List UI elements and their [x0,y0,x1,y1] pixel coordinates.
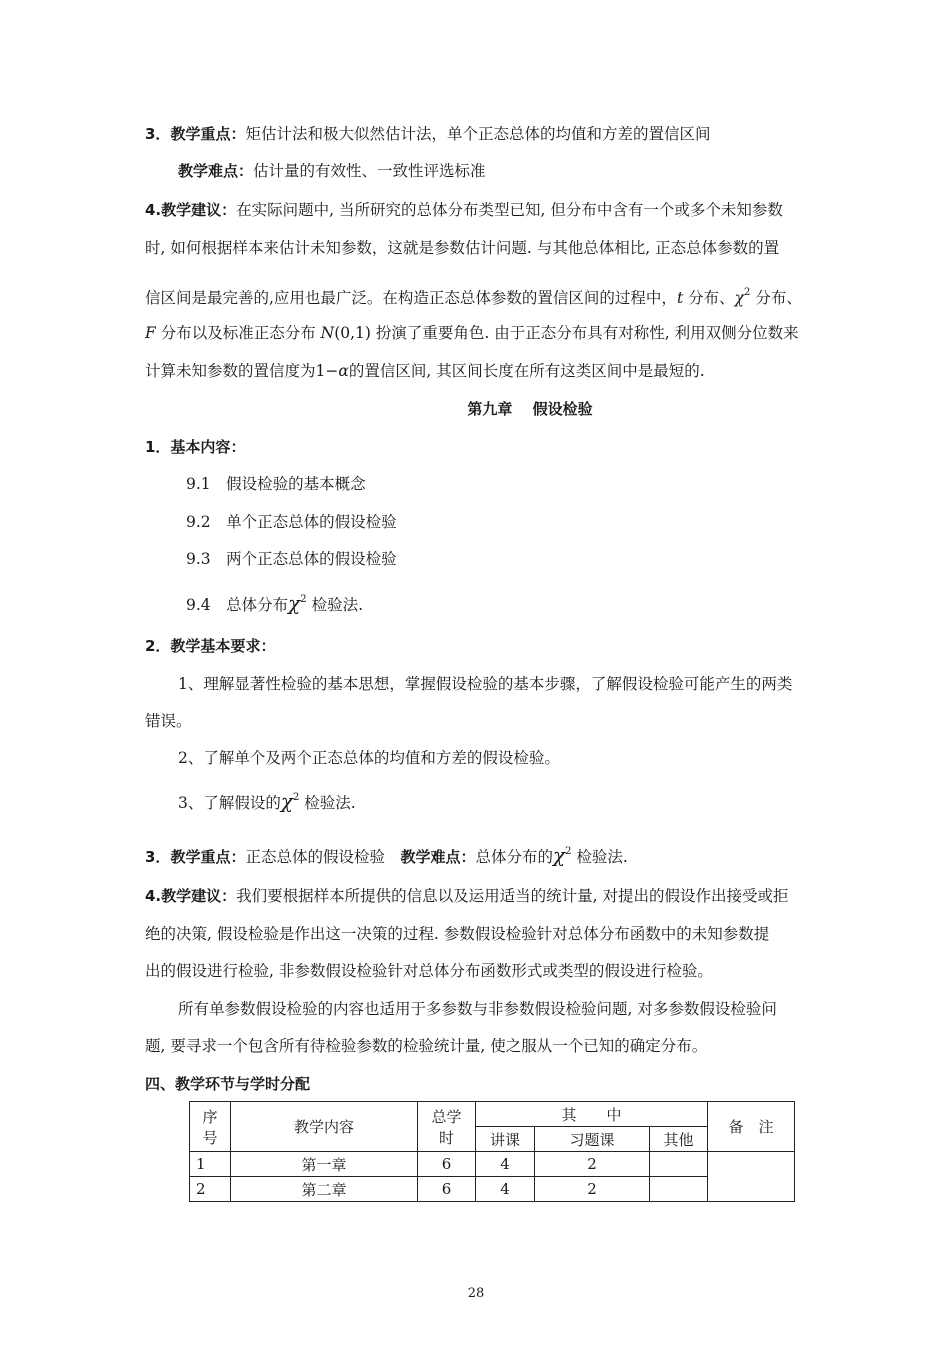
advice2-line-3: 出的假设进行检验, 非参数假设检验针对总体分布函数形式或类型的假设进行检验。 [145,962,713,980]
key-points-line-2: 3．教学重点：正态总体的假设检验 教学难点：总体分布的$\chi^2$ 检验法. [145,843,628,867]
advice2-line-4: 所有单参数假设检验的内容也适用于多参数与非参数假设检验问题, 对多参数假设检验问 [178,1000,777,1018]
page-number: 28 [467,1286,485,1301]
advice2-line-2: 绝的决策, 假设检验是作出这一决策的过程. 参数假设检验针对总体分布函数中的未知参数提 [145,925,770,943]
content-item-4: 9.4 总体分布$\chi^2$ 检验法. [186,591,364,615]
header-content: 教学内容 [231,1102,418,1152]
advice-line-5: 计算未知参数的置信度为1−α的置信区间, 其区间长度在所有这类区间中是最短的. [145,362,705,380]
requirement-2: 2、了解单个及两个正态总体的均值和方差的假设检验。 [178,749,560,767]
key-points-heading: 教学重点： [170,125,246,143]
advice2-line-1: 4.教学建议：我们要根据样本所提供的信息以及运用适当的统计量, 对提出的假设作出接受或拒 [145,887,789,905]
advice2-line-5: 题, 要寻求一个包含所有待检验参数的检验统计量, 使之服从一个已知的确定分布。 [145,1037,708,1055]
advice-line-1: 4.教学建议：在实际问题中, 当所研究的总体分布类型已知, 但分布中含有一个或多个未知参数 [145,201,783,219]
requirement-1-cont: 错误。 [145,712,192,730]
advice-line-3: 信区间是最完善的,应用也最广泛。在构造正态总体参数的置信区间的过程中，t 分布、$\chi^2$ 分布、 [145,287,802,307]
difficulty-line: 教学难点：估计量的有效性、一致性评选标准 [178,162,486,180]
content-item-2: 9.2 单个正态总体的假设检验 [186,513,397,531]
schedule-table [189,1101,795,1202]
content-item-1: 9.1 假设检验的基本概念 [186,475,366,493]
section-four-heading: 四、教学环节与学时分配 [145,1075,311,1093]
content-item-3: 9.3 两个正态总体的假设检验 [186,550,397,568]
advice-heading: 教学建议： [161,201,237,219]
header-note: 备 注 [708,1102,795,1152]
table-row: 2 第二章 6 4 2 [190,1177,795,1202]
header-seq: 序 号 [190,1102,231,1152]
header-lecture: 讲课 [476,1127,535,1152]
requirement-3: 3、了解假设的$\chi^2$ 检验法. [178,789,356,813]
requirements-heading: 2．教学基本要求： [145,637,276,655]
header-among: 其 中 [476,1102,708,1127]
key-points-line: 3．教学重点：矩估计法和极大似然估计法，单个正态总体的均值和方差的置信区间 [145,125,711,143]
header-exercise: 习题课 [535,1127,650,1152]
difficulty-heading: 教学难点： [178,162,254,180]
advice-line-4: F 分布以及标准正态分布 N(0,1) 扮演了重要角色. 由于正态分布具有对称性, 利用双侧分位数来 [145,324,799,342]
basic-content-heading: 1．基本内容： [145,438,246,456]
note-cell [708,1152,795,1202]
header-total: 总学 时 [418,1102,476,1152]
requirement-1: 1、理解显著性检验的基本思想，掌握假设检验的基本步骤，了解假设检验可能产生的两类 [178,675,793,693]
advice-line-2: 时, 如何根据样本来估计未知参数，这就是参数估计问题. 与其他总体相比, 正态总体参数的置 [145,239,780,257]
chapter-title: 第九章 假设检验 [467,400,593,418]
table-header-row [190,1102,795,1127]
header-other: 其他 [650,1127,708,1152]
table-row: 1 第一章 6 4 2 [190,1152,795,1177]
